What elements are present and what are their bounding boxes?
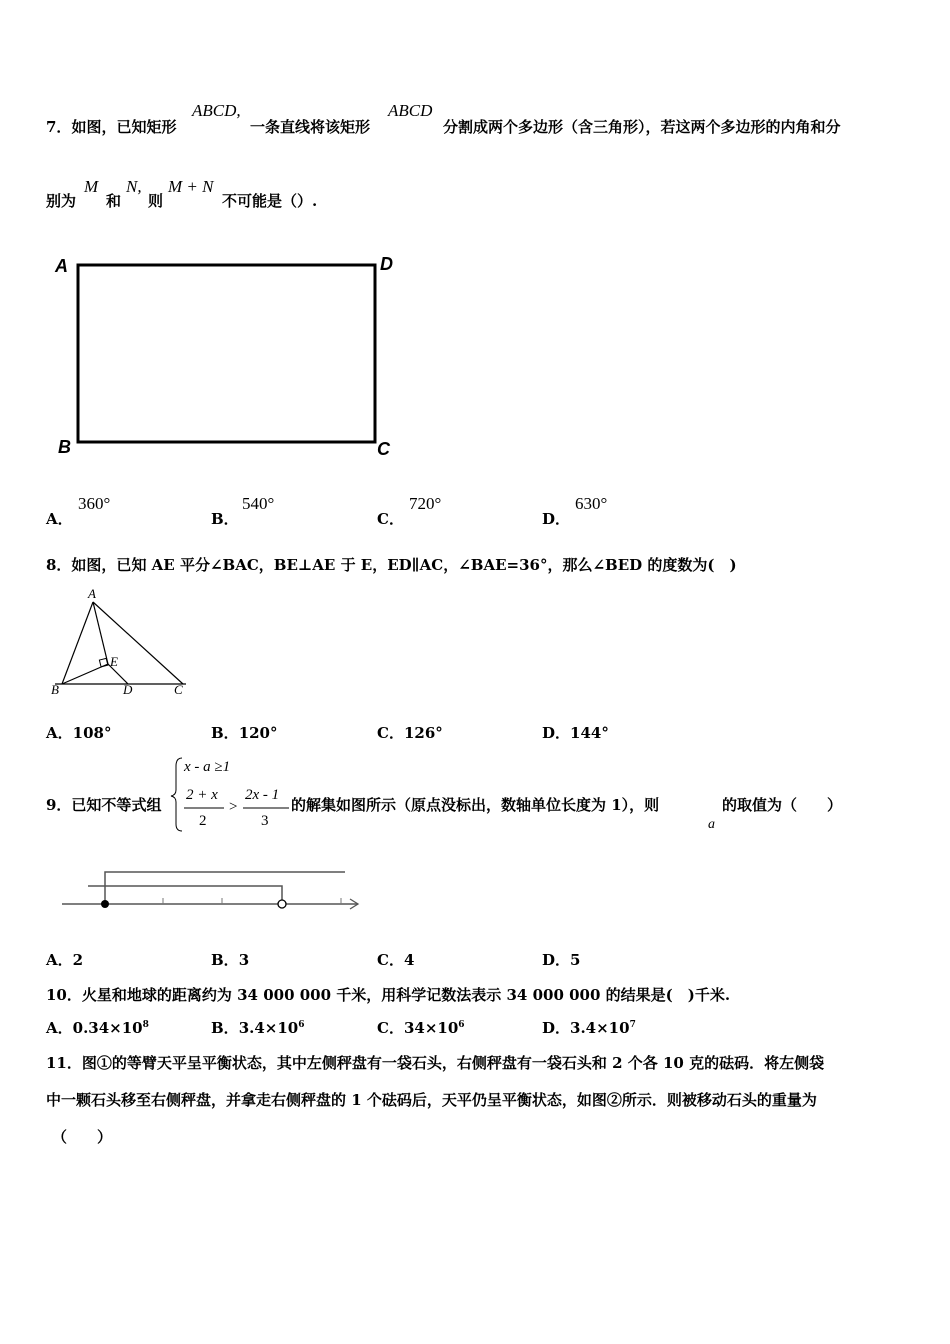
vertex-c: C — [377, 439, 390, 459]
q9-text3: 的取值为（ ） — [722, 796, 843, 814]
q9-inequality-1: x - a ≥1 — [184, 759, 231, 775]
q9-gt: > — [229, 799, 238, 815]
q7-m-plus-n: M + N — [168, 177, 214, 196]
tri-vertex-e: E — [110, 654, 118, 669]
q7-option-c-value: 720° — [409, 494, 442, 513]
q8-option-c[interactable]: C．126° — [377, 724, 443, 742]
q9-var-a: a — [708, 817, 715, 832]
tri-vertex-a: A — [88, 586, 96, 601]
q11-line2: 中一颗石头移至右侧秤盘，并拿走右侧秤盘的 1 个砝码后，天平仍呈平衡状态，如图②所示．则被移动石头的重量为 — [46, 1091, 817, 1109]
q8-option-b[interactable]: B．120° — [211, 724, 278, 742]
q9-frac2-den: 3 — [261, 813, 269, 829]
q9-option-d[interactable]: D．5 — [542, 951, 581, 969]
q7-rect-name: ABCD, — [192, 101, 241, 120]
q7-option-d[interactable]: D． — [542, 510, 571, 528]
q7-option-a[interactable]: A． — [46, 510, 73, 528]
q7-option-b-value: 540° — [242, 494, 275, 513]
q7-rect-name-2: ABCD — [388, 101, 433, 120]
vertex-a: A — [55, 256, 68, 276]
q7-text6: 则 — [148, 192, 164, 210]
q10-option-a[interactable]: A．$0.34\times 10^8$ — [46, 1019, 149, 1037]
q7-option-b[interactable]: B． — [211, 510, 239, 528]
q10-option-b[interactable]: B．$3.4\times 10^6$ — [211, 1019, 305, 1037]
q8-text: 8．如图，已知 AE 平分∠BAC，BE⊥AE 于 E，ED∥AC，∠BAE=36°，那么∠BED 的度数为( ) — [46, 556, 737, 574]
q7-text5: 和 — [106, 192, 122, 210]
q9-text2: 的解集如图所示（原点没标出，数轴单位长度为 1），则 — [291, 796, 660, 814]
q7-option-c[interactable]: C． — [377, 510, 404, 528]
q9-option-b[interactable]: B．3 — [211, 951, 250, 969]
q7-option-a-value: 360° — [78, 494, 111, 513]
q10-option-d[interactable]: D．$3.4\times 10^7$ — [542, 1019, 636, 1037]
tri-vertex-c: C — [174, 682, 183, 697]
q10-option-c[interactable]: C．$34\times 10^6$ — [377, 1019, 465, 1037]
vertex-b: B — [58, 437, 71, 457]
q10-text: 10．火星和地球的距离约为 34 000 000 千米，用科学记数法表示 34 000 000 的结果是( )千米. — [46, 986, 731, 1004]
tri-vertex-d: D — [123, 682, 133, 697]
q9-text1: 9．已知不等式组 — [46, 796, 162, 814]
vertex-d: D — [380, 254, 393, 274]
q7-n: N, — [126, 177, 142, 196]
q7-option-d-value: 630° — [575, 494, 608, 513]
q7-m: M — [84, 177, 99, 196]
q7-line1: 7．如图，已知矩形 — [46, 118, 177, 136]
q9-frac2-num: 2x - 1 — [245, 787, 280, 803]
q9-option-c[interactable]: C．4 — [377, 951, 415, 969]
tri-vertex-b: B — [51, 682, 59, 697]
q8-option-d[interactable]: D．144° — [542, 724, 609, 742]
q9-frac1-num: 2 + x — [186, 787, 218, 803]
q11-line1: 11．图①的等臂天平呈平衡状态，其中左侧秤盘有一袋石头，右侧秤盘有一袋石头和 2 个各 10 克的砝码．将左侧袋 — [46, 1054, 825, 1072]
q9-frac1-den: 2 — [199, 813, 207, 829]
q7-text3: 分割成两个多边形（含三角形），若这两个多边形的内角和分 — [443, 118, 841, 136]
q7-text7: 不可能是（）. — [222, 192, 318, 210]
q7-text4: 别为 — [46, 192, 77, 210]
q9-option-a[interactable]: A．2 — [46, 951, 84, 969]
q7-text2: 一条直线将该矩形 — [250, 118, 371, 136]
q11-line3: （ ） — [52, 1128, 113, 1146]
q8-option-a[interactable]: A．108° — [46, 724, 112, 742]
